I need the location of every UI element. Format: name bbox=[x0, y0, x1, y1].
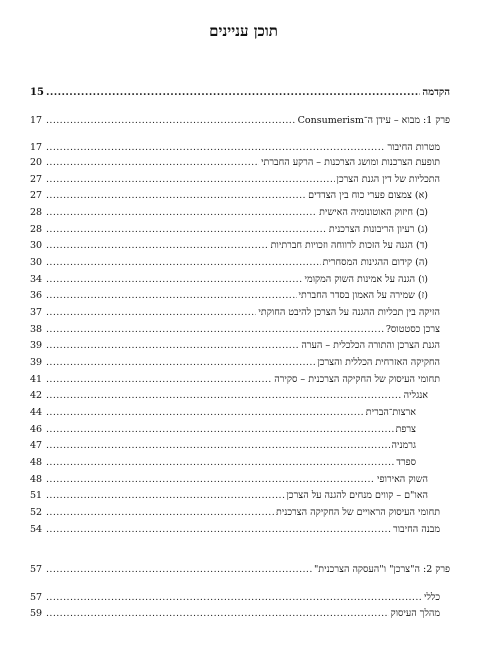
toc-page-number: 42 bbox=[30, 390, 43, 401]
toc-page-number: 48 bbox=[30, 474, 43, 485]
toc-entry[interactable] bbox=[30, 455, 416, 469]
toc-page-number: 15 bbox=[30, 87, 44, 98]
toc-entry-label: תופעת הצרכנות ומושג הצרכנות – הרקע החברתי bbox=[261, 157, 440, 168]
toc-dot-leader bbox=[46, 257, 321, 269]
page-title: תוכן עניינים bbox=[209, 22, 278, 40]
toc-dot-leader bbox=[46, 174, 335, 186]
toc-dot-leader bbox=[46, 507, 274, 519]
toc-entry[interactable] bbox=[30, 255, 428, 269]
toc-entry-label: (ז) שמירה על האמון בסדר החברתי bbox=[298, 290, 428, 301]
toc-entry[interactable] bbox=[30, 522, 440, 536]
toc-dot-leader bbox=[46, 307, 256, 319]
toc-entry-label: (ו) הגנה על אמינות השוק המקומי bbox=[304, 274, 428, 285]
toc-entry[interactable] bbox=[30, 288, 428, 302]
toc-entry-label: הקדמה bbox=[422, 87, 450, 98]
toc-page-number: 17 bbox=[30, 115, 43, 126]
toc-page-number: 30 bbox=[30, 240, 43, 251]
toc-entry-label: פרק 2: ה"צרכן" ו"העסקה הצרכנית" bbox=[313, 564, 450, 575]
toc-dot-leader bbox=[46, 87, 420, 99]
toc-entry[interactable] bbox=[30, 238, 428, 252]
toc-page-number: 20 bbox=[30, 157, 43, 168]
toc-page-number: 51 bbox=[30, 490, 43, 501]
toc-entry-label: ארצות־הברית bbox=[365, 407, 416, 418]
toc-dot-leader bbox=[46, 524, 391, 536]
toc-entry[interactable] bbox=[30, 338, 440, 352]
toc-page-number: 41 bbox=[30, 374, 43, 385]
toc-entry[interactable] bbox=[30, 155, 440, 169]
toc-dot-leader bbox=[46, 324, 384, 336]
toc-entry-label: (ג) רעיון הריבונות הצרכנית bbox=[328, 224, 428, 235]
toc-entry-label: צרכן כסטטוס? bbox=[385, 324, 440, 335]
toc-entry[interactable] bbox=[30, 113, 450, 127]
toc-entry[interactable] bbox=[30, 562, 450, 576]
toc-page-number: 27 bbox=[30, 190, 43, 201]
toc-page-number: 57 bbox=[30, 592, 43, 603]
toc-entry[interactable] bbox=[30, 472, 428, 486]
toc-page-number: 37 bbox=[30, 307, 43, 318]
toc-page-number: 39 bbox=[30, 340, 43, 351]
toc-page-number: 38 bbox=[30, 324, 43, 335]
toc-page-number: 44 bbox=[30, 407, 43, 418]
toc-entry[interactable] bbox=[30, 388, 428, 402]
toc-page-number: 39 bbox=[30, 357, 43, 368]
toc-entry-label: (א) צמצום פערי כוח בין הצדדים bbox=[308, 190, 428, 201]
toc-entry[interactable] bbox=[30, 372, 440, 386]
toc-dot-leader bbox=[46, 274, 303, 286]
toc-dot-leader bbox=[46, 592, 422, 604]
toc-page-number: 17 bbox=[30, 142, 43, 153]
toc-entry[interactable] bbox=[30, 140, 440, 154]
toc-entry[interactable] bbox=[30, 606, 440, 620]
toc-entry-label: מבנה החיבור bbox=[392, 524, 440, 535]
toc-entry[interactable] bbox=[30, 172, 440, 186]
toc-entry-label: החקיקה האזרחית הכללית והצרכן bbox=[317, 357, 440, 368]
toc-entry-label: מטרות החיבור bbox=[387, 142, 440, 153]
toc-page-number: 46 bbox=[30, 424, 43, 435]
toc-page-number: 28 bbox=[30, 207, 43, 218]
toc-entry[interactable] bbox=[30, 488, 428, 502]
toc-page-number: 54 bbox=[30, 524, 43, 535]
toc-page-number: 30 bbox=[30, 257, 43, 268]
toc-entry-label: אנגליה bbox=[403, 390, 428, 401]
toc-page-number: 27 bbox=[30, 174, 43, 185]
toc-dot-leader bbox=[46, 115, 296, 127]
toc-page-number: 34 bbox=[30, 274, 43, 285]
toc-entry-label: האו"ם – קווים מנחים להגנה על הצרכן bbox=[286, 490, 428, 501]
toc-entry[interactable] bbox=[30, 322, 440, 336]
toc-entry[interactable] bbox=[30, 405, 416, 419]
toc-dot-leader bbox=[46, 357, 315, 369]
toc-entry-label: גרמניה bbox=[391, 440, 416, 451]
toc-entry[interactable] bbox=[30, 505, 440, 519]
toc-entry[interactable] bbox=[30, 272, 428, 286]
toc-dot-leader bbox=[46, 224, 327, 236]
toc-page-number: 52 bbox=[30, 507, 43, 518]
toc-entry[interactable] bbox=[30, 188, 428, 202]
toc-dot-leader bbox=[46, 440, 390, 452]
toc-entry[interactable] bbox=[30, 590, 440, 604]
toc-dot-leader bbox=[46, 190, 306, 202]
toc-dot-leader bbox=[46, 374, 272, 386]
toc-entry-label: (ב) חיזוק האוטונומיה האישית bbox=[319, 207, 428, 218]
toc-entry-label: תחומי העיסוק הראויים של החקיקה הצרכנית bbox=[276, 507, 440, 518]
toc-entry[interactable] bbox=[30, 355, 440, 369]
toc-dot-leader bbox=[46, 424, 394, 436]
toc-dot-leader bbox=[46, 390, 402, 402]
toc-entry-label: (ה) קידום ההגינות המסחרית bbox=[322, 257, 428, 268]
toc-dot-leader bbox=[46, 608, 389, 620]
toc-page-number: 47 bbox=[30, 440, 43, 451]
toc-page-number: 57 bbox=[30, 564, 43, 575]
toc-page-number: 28 bbox=[30, 224, 43, 235]
toc-dot-leader bbox=[46, 407, 364, 419]
toc-entry-label: (ד) הגנה על הזכות לרווחה וזכויות חברתיות bbox=[270, 240, 428, 251]
toc-page-number: 48 bbox=[30, 457, 43, 468]
toc-page-number: 36 bbox=[30, 290, 43, 301]
toc-dot-leader bbox=[46, 474, 375, 486]
toc-entry-label: צרפת bbox=[395, 424, 416, 435]
toc-entry[interactable] bbox=[30, 85, 450, 99]
toc-dot-leader bbox=[46, 290, 297, 302]
toc-entry[interactable] bbox=[30, 305, 440, 319]
toc-dot-leader bbox=[46, 490, 285, 502]
toc-dot-leader bbox=[46, 457, 394, 469]
toc-dot-leader bbox=[46, 340, 299, 352]
toc-entry-label: פרק 1: מבוא – עידן ה־Consumerism bbox=[297, 115, 450, 126]
toc-dot-leader bbox=[46, 157, 259, 169]
toc-dot-leader bbox=[46, 207, 317, 219]
toc-entry-label: הגנת הצרכן והתורה הכלכלית – הערה bbox=[301, 340, 440, 351]
toc-dot-leader bbox=[46, 240, 269, 252]
toc-entry[interactable] bbox=[30, 222, 428, 236]
toc-entry-label: השוק האירופי bbox=[377, 474, 428, 485]
toc-entry-label: כללי bbox=[423, 592, 440, 603]
toc-entry-label: מהלך העיסוק bbox=[390, 608, 440, 619]
toc-entry[interactable] bbox=[30, 438, 416, 452]
toc-dot-leader bbox=[46, 564, 312, 576]
toc-entry[interactable] bbox=[30, 205, 428, 219]
toc-entry-label: ספרד bbox=[396, 457, 416, 468]
toc-entry-label: הזיקה בין תכליות ההגנה על הצרכן להיבט החוקתי bbox=[258, 307, 440, 318]
toc-entry[interactable] bbox=[30, 422, 416, 436]
toc-entry-label: תחומי העיסוק של החקיקה הצרכנית – סקירה bbox=[274, 374, 440, 385]
toc-entry-label: התכליות של דין הגנת הצרכן bbox=[336, 174, 440, 185]
toc-dot-leader bbox=[46, 142, 385, 154]
toc-page-number: 59 bbox=[30, 608, 43, 619]
